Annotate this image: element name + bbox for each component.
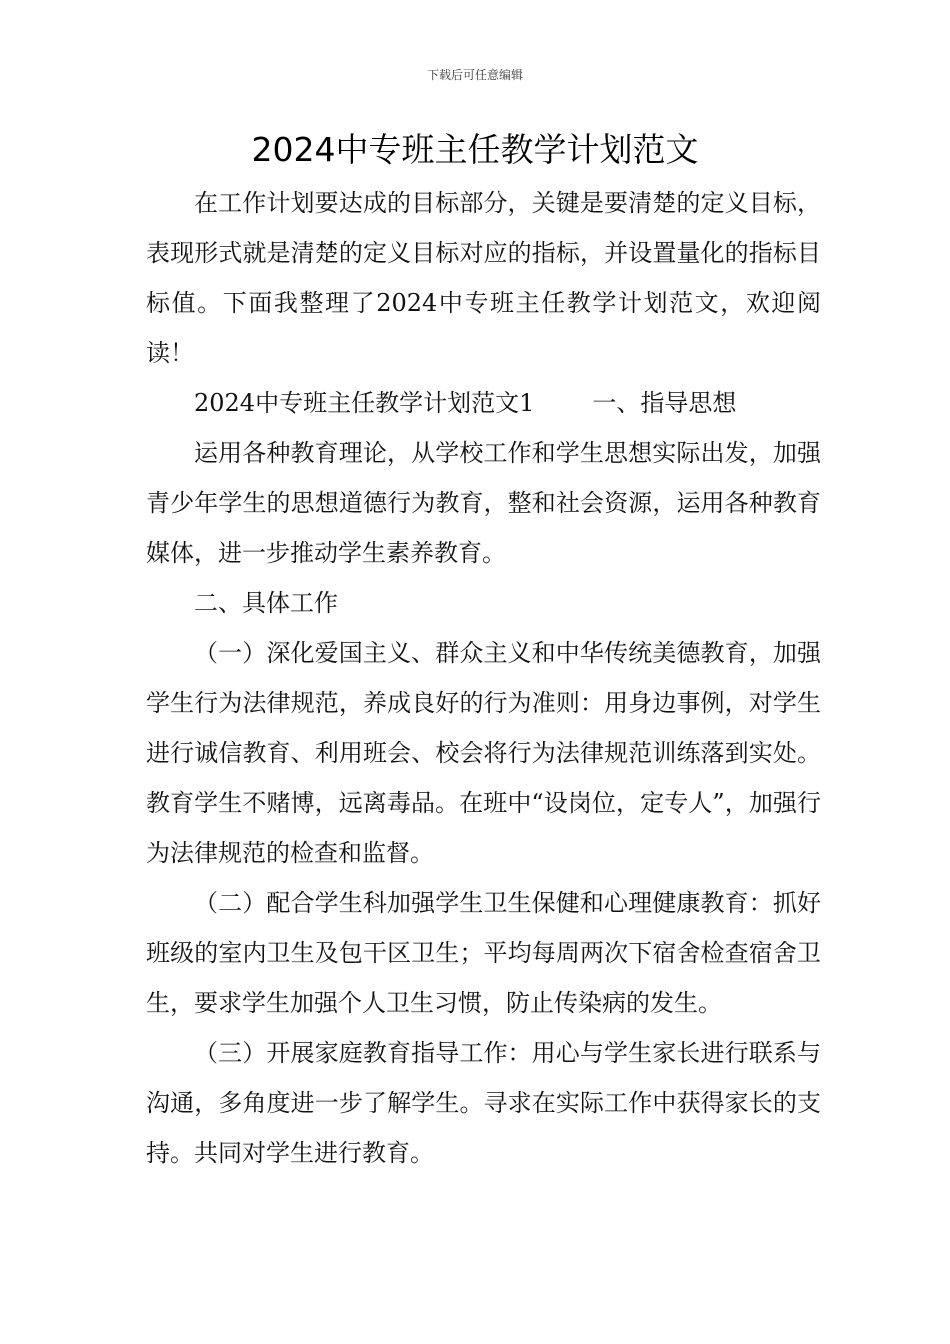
section1-title: 2024中专班主任教学计划范文1: [194, 389, 535, 417]
document-body: [146, 178, 821, 1178]
part1-heading: 一、指导思想: [592, 389, 737, 417]
item3-paragraph: （三）开展家庭教育指导工作：用心与学生家长进行联系与沟通，多角度进一步了解学生。寻求在实际工作中获得家长的支持。共同对学生进行教育。: [146, 1039, 821, 1167]
section-heading-line: [146, 378, 821, 428]
part1-paragraph: 运用各种教育理论，从学校工作和学生思想实际出发，加强青少年学生的思想道德行为教育，整和社会资源，运用各种教育媒体，进一步推动学生素养教育。: [146, 439, 821, 567]
item2-paragraph: （二）配合学生科加强学生卫生保健和心理健康教育：抓好班级的室内卫生及包干区卫生；平均每周两次下宿舍检查宿舍卫生，要求学生加强个人卫生习惯，防止传染病的发生。: [146, 889, 821, 1017]
intro-paragraph: 在工作计划要达成的目标部分，关键是要清楚的定义目标，表现形式就是清楚的定义目标对应的指标，并设置量化的指标目标值。下面我整理了2024中专班主任教学计划范文，欢迎阅读！: [146, 189, 821, 367]
document-title: 2024中专班主任教学计划范文: [251, 130, 699, 169]
header-note: 下载后可任意编辑: [426, 68, 523, 82]
item1-paragraph: （一）深化爱国主义、群众主义和中华传统美德教育，加强学生行为法律规范，养成良好的行为准则：用身边事例，对学生进行诚信教育、利用班会、校会将行为法律规范训练落到实处。教育学生不赌博，远离毒品。在班中“设岗位，定专人”，加强行为法律规范的检查和监督。: [146, 639, 821, 867]
part2-heading: 二、具体工作: [194, 589, 338, 617]
